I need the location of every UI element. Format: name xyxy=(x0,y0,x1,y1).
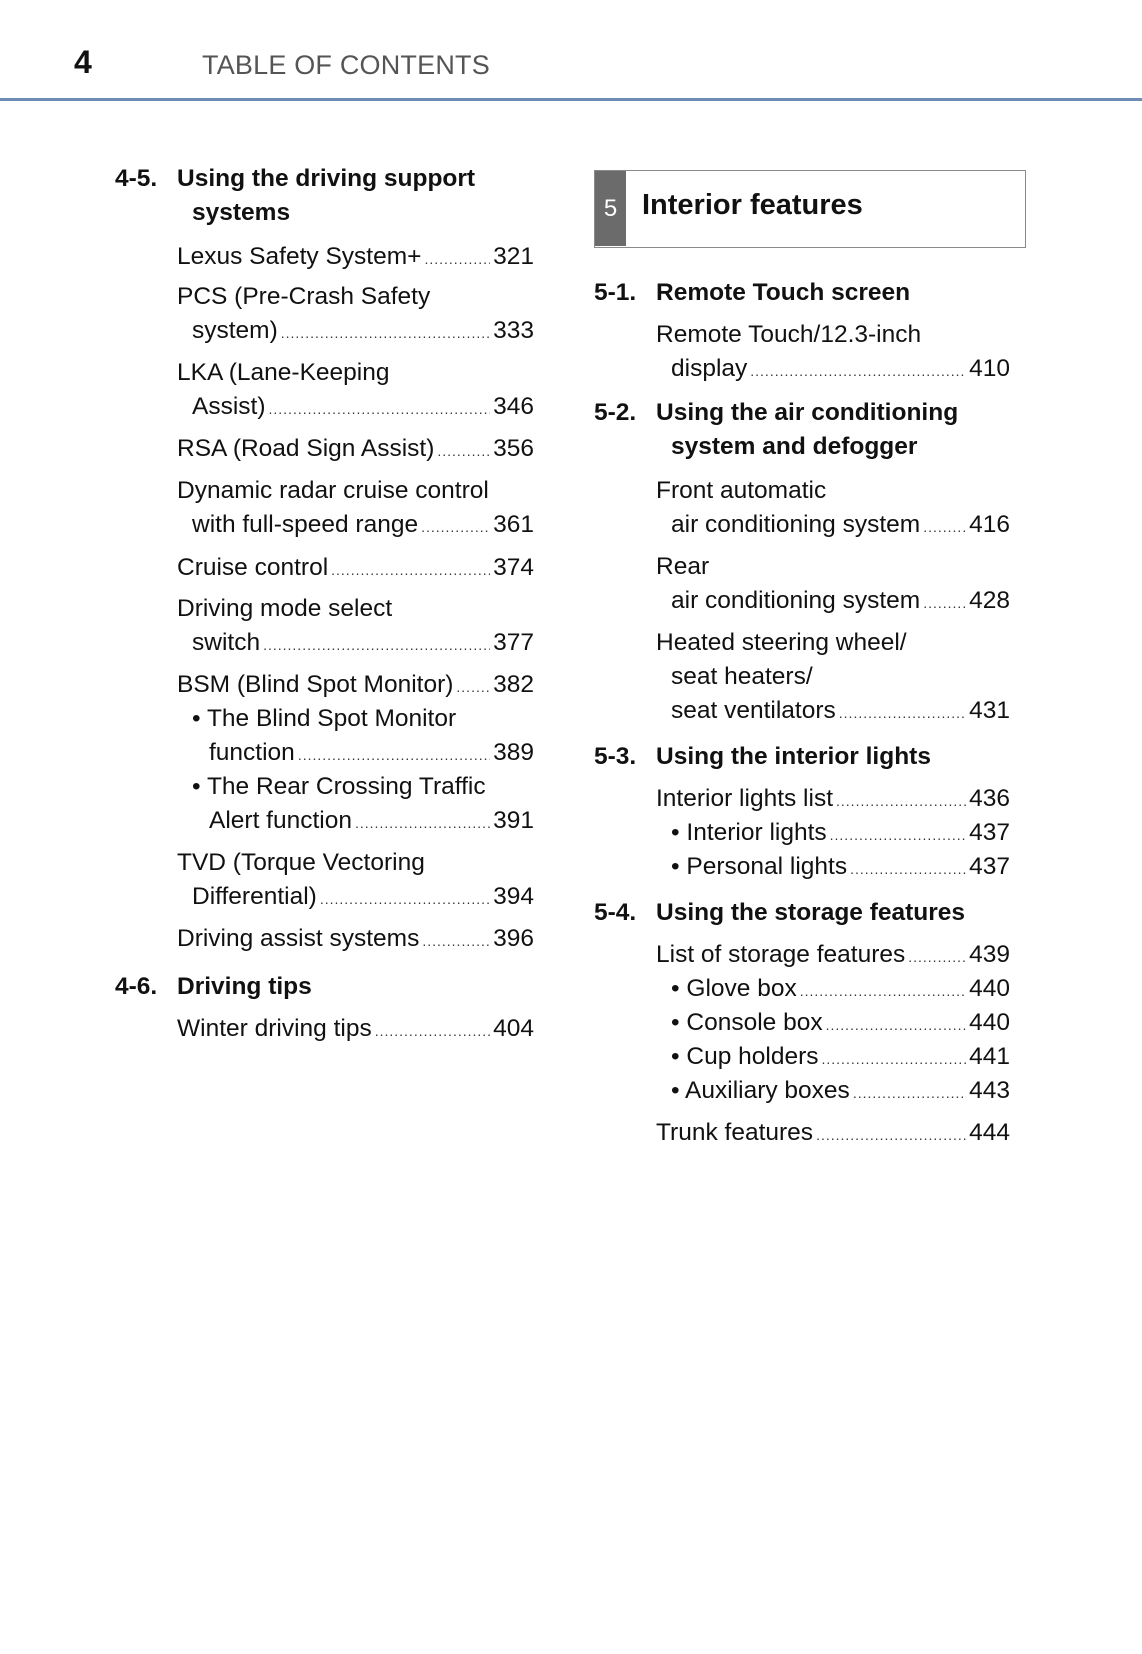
leader-dots xyxy=(421,510,490,544)
leader-dots xyxy=(424,242,490,276)
toc-sub-entry[interactable] xyxy=(177,702,534,770)
entry-text: • Personal lights xyxy=(671,853,848,880)
section-title-cont: system and defogger xyxy=(671,433,918,460)
page-ref: 333 xyxy=(493,317,534,344)
toc-sub-entry[interactable] xyxy=(656,972,1010,1006)
toc-sub-entry[interactable] xyxy=(656,816,1010,850)
toc-sub-entry[interactable] xyxy=(656,1074,1010,1108)
entry-text-cont: seat ventilators xyxy=(671,697,836,724)
leader-dots xyxy=(298,738,490,772)
entry-text-cont: seat heaters/ xyxy=(671,663,813,690)
section-title: Using the storage features xyxy=(656,899,966,926)
page-ref: 346 xyxy=(493,393,534,420)
entry-text: Interior lights list xyxy=(656,785,834,812)
entry-text: Rear xyxy=(656,553,710,580)
entry-text: Lexus Safety System+ xyxy=(177,243,422,270)
entry-text-cont: system) xyxy=(192,317,278,344)
toc-entry[interactable] xyxy=(656,938,1010,972)
leader-dots xyxy=(836,784,966,818)
entry-text: RSA (Road Sign Assist) xyxy=(177,435,435,462)
section-heading-4-6[interactable] xyxy=(115,970,535,1004)
page-ref: 440 xyxy=(969,1009,1010,1036)
entry-text: Trunk features xyxy=(656,1119,814,1146)
page-ref: 440 xyxy=(969,975,1010,1002)
section-number: 5-2. xyxy=(594,399,637,426)
page-ref: 437 xyxy=(969,853,1010,880)
toc-entry[interactable] xyxy=(177,551,534,585)
section-title-cont: systems xyxy=(192,199,291,226)
entry-text: • The Blind Spot Monitor xyxy=(192,705,457,732)
entry-text-cont: Differential) xyxy=(192,883,317,910)
entry-text: • Auxiliary boxes xyxy=(671,1077,850,1104)
toc-sub-entry[interactable] xyxy=(656,850,1010,884)
section-title: Using the air conditioning xyxy=(656,399,959,426)
leader-dots xyxy=(850,852,966,886)
leader-dots xyxy=(269,392,491,426)
entry-text: Winter driving tips xyxy=(177,1015,372,1042)
leader-dots xyxy=(839,696,966,730)
leader-dots xyxy=(826,1008,967,1042)
entry-text: • The Rear Crossing Traffic xyxy=(192,773,486,800)
toc-entry[interactable] xyxy=(656,474,1010,542)
page-ref: 391 xyxy=(493,807,534,834)
leader-dots xyxy=(281,316,490,350)
section-title: Using the driving support xyxy=(177,165,476,192)
page-ref: 361 xyxy=(493,511,534,538)
page-ref: 416 xyxy=(969,511,1010,538)
header-title: TABLE OF CONTENTS xyxy=(202,50,490,80)
entry-text-cont: display xyxy=(671,355,748,382)
section-heading-5-4[interactable] xyxy=(594,896,1034,930)
leader-dots xyxy=(822,1042,967,1076)
entry-text-cont: Alert function xyxy=(209,807,352,834)
section-number: 5-1. xyxy=(594,279,637,306)
leader-dots xyxy=(263,628,490,662)
toc-entry[interactable] xyxy=(656,318,1010,386)
page-ref: 437 xyxy=(969,819,1010,846)
entry-text-cont: function xyxy=(209,739,295,766)
page-ref: 377 xyxy=(493,629,534,656)
section-heading-4-5[interactable] xyxy=(115,162,535,230)
section-number: 5-4. xyxy=(594,899,637,926)
section-title: Using the interior lights xyxy=(656,743,931,770)
toc-sub-entry[interactable] xyxy=(177,770,534,838)
page-ref: 436 xyxy=(969,785,1010,812)
page-ref: 443 xyxy=(969,1077,1010,1104)
page-ref: 431 xyxy=(969,697,1010,724)
section-title: Driving tips xyxy=(177,973,312,1000)
leader-dots xyxy=(437,434,490,468)
leader-dots xyxy=(422,924,490,958)
leader-dots xyxy=(853,1076,966,1110)
leader-dots xyxy=(830,818,966,852)
entry-text: Cruise control xyxy=(177,554,329,581)
page-ref: 410 xyxy=(969,355,1010,382)
leader-dots xyxy=(816,1118,966,1152)
entry-text: PCS (Pre-Crash Safety xyxy=(177,283,431,310)
section-number: 4-6. xyxy=(115,973,158,1000)
entry-text-cont: with full-speed range xyxy=(192,511,419,538)
page-ref: 382 xyxy=(493,671,534,698)
toc-entry[interactable] xyxy=(177,432,534,466)
page-number: 4 xyxy=(74,44,92,80)
page-ref: 444 xyxy=(969,1119,1010,1146)
entry-text: Heated steering wheel/ xyxy=(656,629,907,656)
toc-entry[interactable] xyxy=(177,668,534,702)
page-ref: 396 xyxy=(493,925,534,952)
page-header xyxy=(0,0,1142,101)
leader-dots xyxy=(923,586,966,620)
leader-dots xyxy=(375,1014,490,1048)
section-number: 5-3. xyxy=(594,743,637,770)
entry-text-cont: air conditioning system xyxy=(671,587,921,614)
entry-text: Driving mode select xyxy=(177,595,393,622)
toc-sub-entry[interactable] xyxy=(656,1040,1010,1074)
section-title: Remote Touch screen xyxy=(656,279,911,306)
leader-dots xyxy=(456,670,490,704)
toc-entry[interactable] xyxy=(656,550,1010,618)
page-ref: 428 xyxy=(969,587,1010,614)
entry-text: Remote Touch/12.3-inch xyxy=(656,321,922,348)
chapter-header[interactable] xyxy=(594,170,1026,248)
entry-text: LKA (Lane-Keeping xyxy=(177,359,390,386)
toc-entry[interactable] xyxy=(177,922,534,956)
entry-text: BSM (Blind Spot Monitor) xyxy=(177,671,454,698)
toc-entry[interactable] xyxy=(177,474,534,542)
toc-sub-entry[interactable] xyxy=(656,1006,1010,1040)
entry-text: Dynamic radar cruise control xyxy=(177,477,489,504)
page-ref: 404 xyxy=(493,1015,534,1042)
toc-entry[interactable] xyxy=(656,626,1010,728)
toc-entry[interactable] xyxy=(177,356,534,424)
section-heading-5-3[interactable] xyxy=(594,740,1034,774)
page-ref: 441 xyxy=(969,1043,1010,1070)
page-ref: 374 xyxy=(493,554,534,581)
leader-dots xyxy=(320,882,490,916)
section-heading-5-1[interactable] xyxy=(594,276,1034,310)
toc-entry[interactable] xyxy=(656,1116,1010,1150)
page-ref: 389 xyxy=(493,739,534,766)
entry-text: • Glove box xyxy=(671,975,797,1002)
section-heading-5-2[interactable] xyxy=(594,396,1034,464)
leader-dots xyxy=(908,940,966,974)
section-number: 4-5. xyxy=(115,165,158,192)
toc-entry[interactable] xyxy=(177,592,534,660)
page-ref: 356 xyxy=(493,435,534,462)
page-ref: 394 xyxy=(493,883,534,910)
entry-text: • Cup holders xyxy=(671,1043,819,1070)
entry-text: Driving assist systems xyxy=(177,925,420,952)
chapter-number-tab: 5 xyxy=(595,171,626,246)
leader-dots xyxy=(800,974,966,1008)
page-ref: 439 xyxy=(969,941,1010,968)
toc-entry[interactable] xyxy=(177,240,534,274)
entry-text-cont: Assist) xyxy=(192,393,266,420)
leader-dots xyxy=(923,510,966,544)
entry-text: TVD (Torque Vectoring xyxy=(177,849,425,876)
entry-text: • Interior lights xyxy=(671,819,827,846)
entry-text: List of storage features xyxy=(656,941,906,968)
leader-dots xyxy=(355,806,490,840)
chapter-title: Interior features xyxy=(642,189,863,221)
leader-dots xyxy=(750,354,966,388)
entry-text-cont: air conditioning system xyxy=(671,511,921,538)
entry-text: • Console box xyxy=(671,1009,823,1036)
toc-entry[interactable] xyxy=(656,782,1010,816)
page-ref: 321 xyxy=(493,243,534,270)
entry-text-cont: switch xyxy=(192,629,261,656)
leader-dots xyxy=(331,553,490,587)
entry-text: Front automatic xyxy=(656,477,827,504)
toc-entry[interactable] xyxy=(177,846,534,914)
toc-entry[interactable] xyxy=(177,280,534,348)
toc-entry[interactable] xyxy=(177,1012,534,1046)
